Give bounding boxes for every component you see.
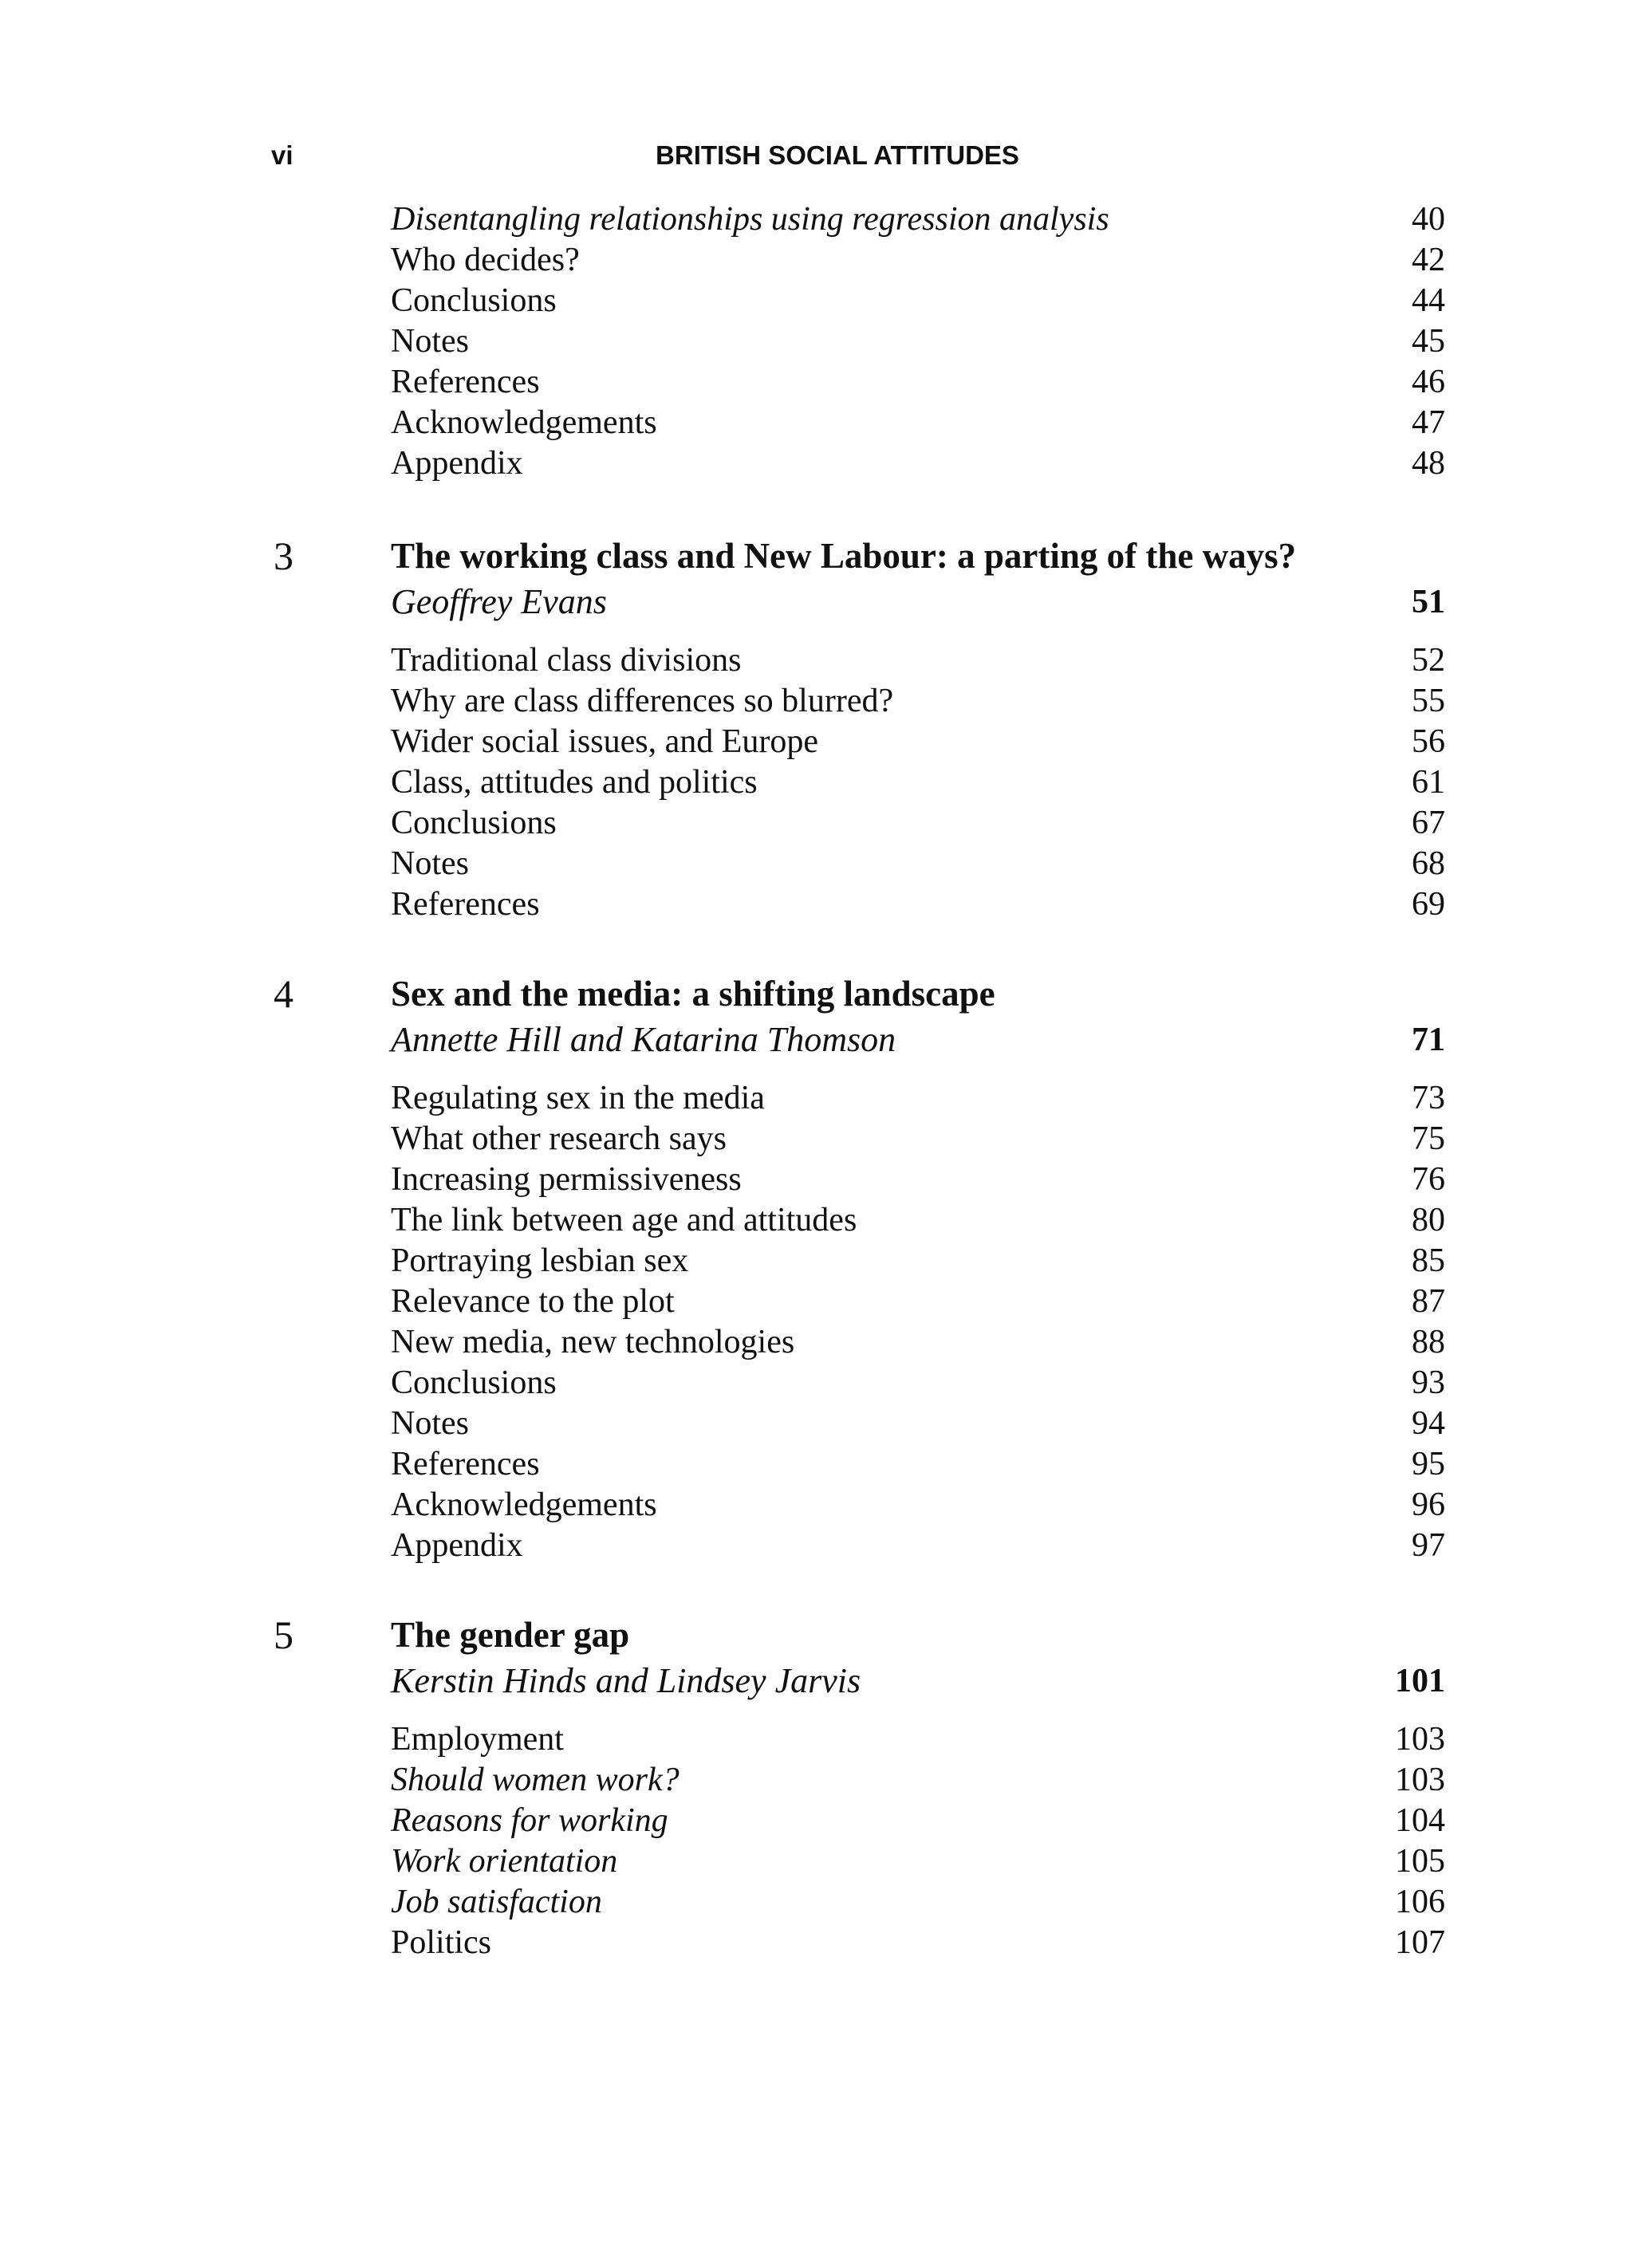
toc-entry bbox=[0, 1078, 1627, 1119]
toc-entry-title: Appendix bbox=[391, 445, 523, 482]
toc-entry-title: References bbox=[391, 364, 540, 400]
toc-entry bbox=[0, 762, 1627, 803]
toc-entry bbox=[0, 443, 1627, 484]
chapter-author: Annette Hill and Katarina Thomson bbox=[391, 1020, 896, 1059]
toc-entry-title: Who decides? bbox=[391, 242, 580, 278]
toc-entry bbox=[0, 1526, 1627, 1566]
toc-entry-page: 96 bbox=[1412, 1486, 1445, 1523]
toc-entry-page: 75 bbox=[1412, 1120, 1445, 1157]
toc-entry-title: Employment bbox=[391, 1721, 564, 1758]
toc-entry-title: The link between age and attitudes bbox=[391, 1202, 857, 1238]
toc-entry-page: 47 bbox=[1412, 404, 1445, 441]
toc-entry-title: Should women work? bbox=[391, 1762, 680, 1798]
toc-entry-page: 73 bbox=[1412, 1080, 1445, 1116]
toc-entry-title: Traditional class divisions bbox=[391, 642, 742, 679]
toc-entry-title: Conclusions bbox=[391, 1364, 557, 1401]
toc-entry bbox=[0, 1760, 1627, 1801]
toc-entry-title: Reasons for working bbox=[391, 1802, 668, 1839]
toc-entry bbox=[0, 1719, 1627, 1760]
toc-entry bbox=[0, 844, 1627, 884]
toc-entry-title: Acknowledgements bbox=[391, 1486, 657, 1523]
toc-entry bbox=[0, 240, 1627, 281]
chapter-number: 4 bbox=[274, 971, 293, 1016]
toc-entry-title: Notes bbox=[391, 845, 469, 882]
toc-entry-page: 56 bbox=[1412, 723, 1445, 760]
toc-entry-title: Work orientation bbox=[391, 1843, 618, 1880]
toc-entry-page: 88 bbox=[1412, 1324, 1445, 1360]
chapter-page: 101 bbox=[1395, 1663, 1445, 1699]
toc-entry-page: 94 bbox=[1412, 1405, 1445, 1442]
toc-entry-title: Relevance to the plot bbox=[391, 1283, 675, 1320]
toc-entry bbox=[0, 722, 1627, 762]
toc-entry-page: 61 bbox=[1412, 764, 1445, 801]
running-head-title: BRITISH SOCIAL ATTITUDES bbox=[656, 140, 1019, 170]
toc-entry bbox=[0, 1923, 1627, 1963]
toc-entry bbox=[0, 884, 1627, 925]
table-of-contents bbox=[0, 199, 1627, 1963]
toc-entry bbox=[0, 1882, 1627, 1923]
toc-entry bbox=[0, 321, 1627, 362]
page-folio: vi bbox=[271, 140, 293, 170]
toc-entry-page: 97 bbox=[1412, 1527, 1445, 1564]
chapter-heading bbox=[0, 532, 1627, 628]
toc-entry bbox=[0, 1282, 1627, 1322]
toc-entry-page: 45 bbox=[1412, 323, 1445, 360]
toc-entry bbox=[0, 1241, 1627, 1282]
toc-entry-title: Disentangling relationships using regression analysis bbox=[391, 201, 1109, 238]
toc-entry bbox=[0, 803, 1627, 844]
toc-entry-title: Increasing permissiveness bbox=[391, 1161, 742, 1198]
chapter-title: The working class and New Labour: a parting of the ways? bbox=[391, 536, 1297, 576]
toc-entry bbox=[0, 640, 1627, 681]
toc-entry-title: Conclusions bbox=[391, 282, 557, 319]
toc-entry bbox=[0, 403, 1627, 443]
toc-entry-page: 105 bbox=[1395, 1843, 1445, 1880]
toc-entry-page: 40 bbox=[1412, 201, 1445, 238]
toc-entry bbox=[0, 1322, 1627, 1363]
toc-entry bbox=[0, 1841, 1627, 1882]
chapter-number: 3 bbox=[274, 534, 293, 578]
toc-entry-page: 93 bbox=[1412, 1364, 1445, 1401]
chapter-heading bbox=[0, 1611, 1627, 1707]
chapter-page: 51 bbox=[1412, 584, 1445, 620]
toc-entry-title: Job satisfaction bbox=[391, 1884, 602, 1920]
toc-entry-page: 107 bbox=[1395, 1924, 1445, 1961]
toc-entry-page: 52 bbox=[1412, 642, 1445, 679]
toc-entry bbox=[0, 1404, 1627, 1444]
toc-entry bbox=[0, 1444, 1627, 1485]
toc-entry bbox=[0, 1119, 1627, 1160]
toc-entry-title: Wider social issues, and Europe bbox=[391, 723, 818, 760]
toc-entry bbox=[0, 1160, 1627, 1200]
toc-entry bbox=[0, 1200, 1627, 1241]
toc-entry bbox=[0, 1801, 1627, 1841]
chapter-heading bbox=[0, 970, 1627, 1065]
toc-entry bbox=[0, 199, 1627, 240]
chapter-author: Kerstin Hinds and Lindsey Jarvis bbox=[391, 1661, 861, 1700]
toc-entry-title: Notes bbox=[391, 323, 469, 360]
toc-entry-title: Acknowledgements bbox=[391, 404, 657, 441]
toc-entry-title: Class, attitudes and politics bbox=[391, 764, 758, 801]
toc-entry-title: Politics bbox=[391, 1924, 492, 1961]
continued-entries bbox=[0, 199, 1627, 484]
toc-entry bbox=[0, 1363, 1627, 1404]
toc-entry-title: References bbox=[391, 1446, 540, 1482]
toc-entry-page: 48 bbox=[1412, 445, 1445, 482]
toc-entry-page: 104 bbox=[1395, 1802, 1445, 1839]
toc-entry-title: Appendix bbox=[391, 1527, 523, 1564]
toc-entry-title: Conclusions bbox=[391, 805, 557, 841]
toc-entry-page: 42 bbox=[1412, 242, 1445, 278]
toc-entry-page: 69 bbox=[1412, 886, 1445, 923]
toc-entry-title: Regulating sex in the media bbox=[391, 1080, 765, 1116]
toc-entry-page: 46 bbox=[1412, 364, 1445, 400]
chapter-list bbox=[0, 484, 1627, 1963]
toc-entry-page: 68 bbox=[1412, 845, 1445, 882]
toc-entry-page: 44 bbox=[1412, 282, 1445, 319]
toc-entry-title: Notes bbox=[391, 1405, 469, 1442]
toc-entry-page: 103 bbox=[1395, 1762, 1445, 1798]
chapter-page: 71 bbox=[1412, 1022, 1445, 1058]
chapter-title: The gender gap bbox=[391, 1615, 630, 1655]
toc-entry bbox=[0, 362, 1627, 403]
toc-entry bbox=[0, 681, 1627, 722]
toc-entry-page: 55 bbox=[1412, 683, 1445, 719]
toc-entry-page: 87 bbox=[1412, 1283, 1445, 1320]
toc-entry-page: 76 bbox=[1412, 1161, 1445, 1198]
toc-entry-title: What other research says bbox=[391, 1120, 727, 1157]
toc-entry-page: 67 bbox=[1412, 805, 1445, 841]
toc-entry-page: 85 bbox=[1412, 1242, 1445, 1279]
toc-entry-page: 106 bbox=[1395, 1884, 1445, 1920]
running-head bbox=[0, 136, 1627, 175]
toc-entry bbox=[0, 1485, 1627, 1526]
chapter-number: 5 bbox=[274, 1612, 293, 1657]
toc-entry-title: New media, new technologies bbox=[391, 1324, 795, 1360]
toc-entry-title: References bbox=[391, 886, 540, 923]
chapter-title: Sex and the media: a shifting landscape bbox=[391, 974, 995, 1014]
chapter-author: Geoffrey Evans bbox=[391, 582, 607, 621]
toc-entry-title: Why are class differences so blurred? bbox=[391, 683, 894, 719]
toc-entry bbox=[0, 281, 1627, 321]
toc-entry-page: 95 bbox=[1412, 1446, 1445, 1482]
toc-entry-page: 103 bbox=[1395, 1721, 1445, 1758]
toc-entry-page: 80 bbox=[1412, 1202, 1445, 1238]
toc-entry-title: Portraying lesbian sex bbox=[391, 1242, 689, 1279]
